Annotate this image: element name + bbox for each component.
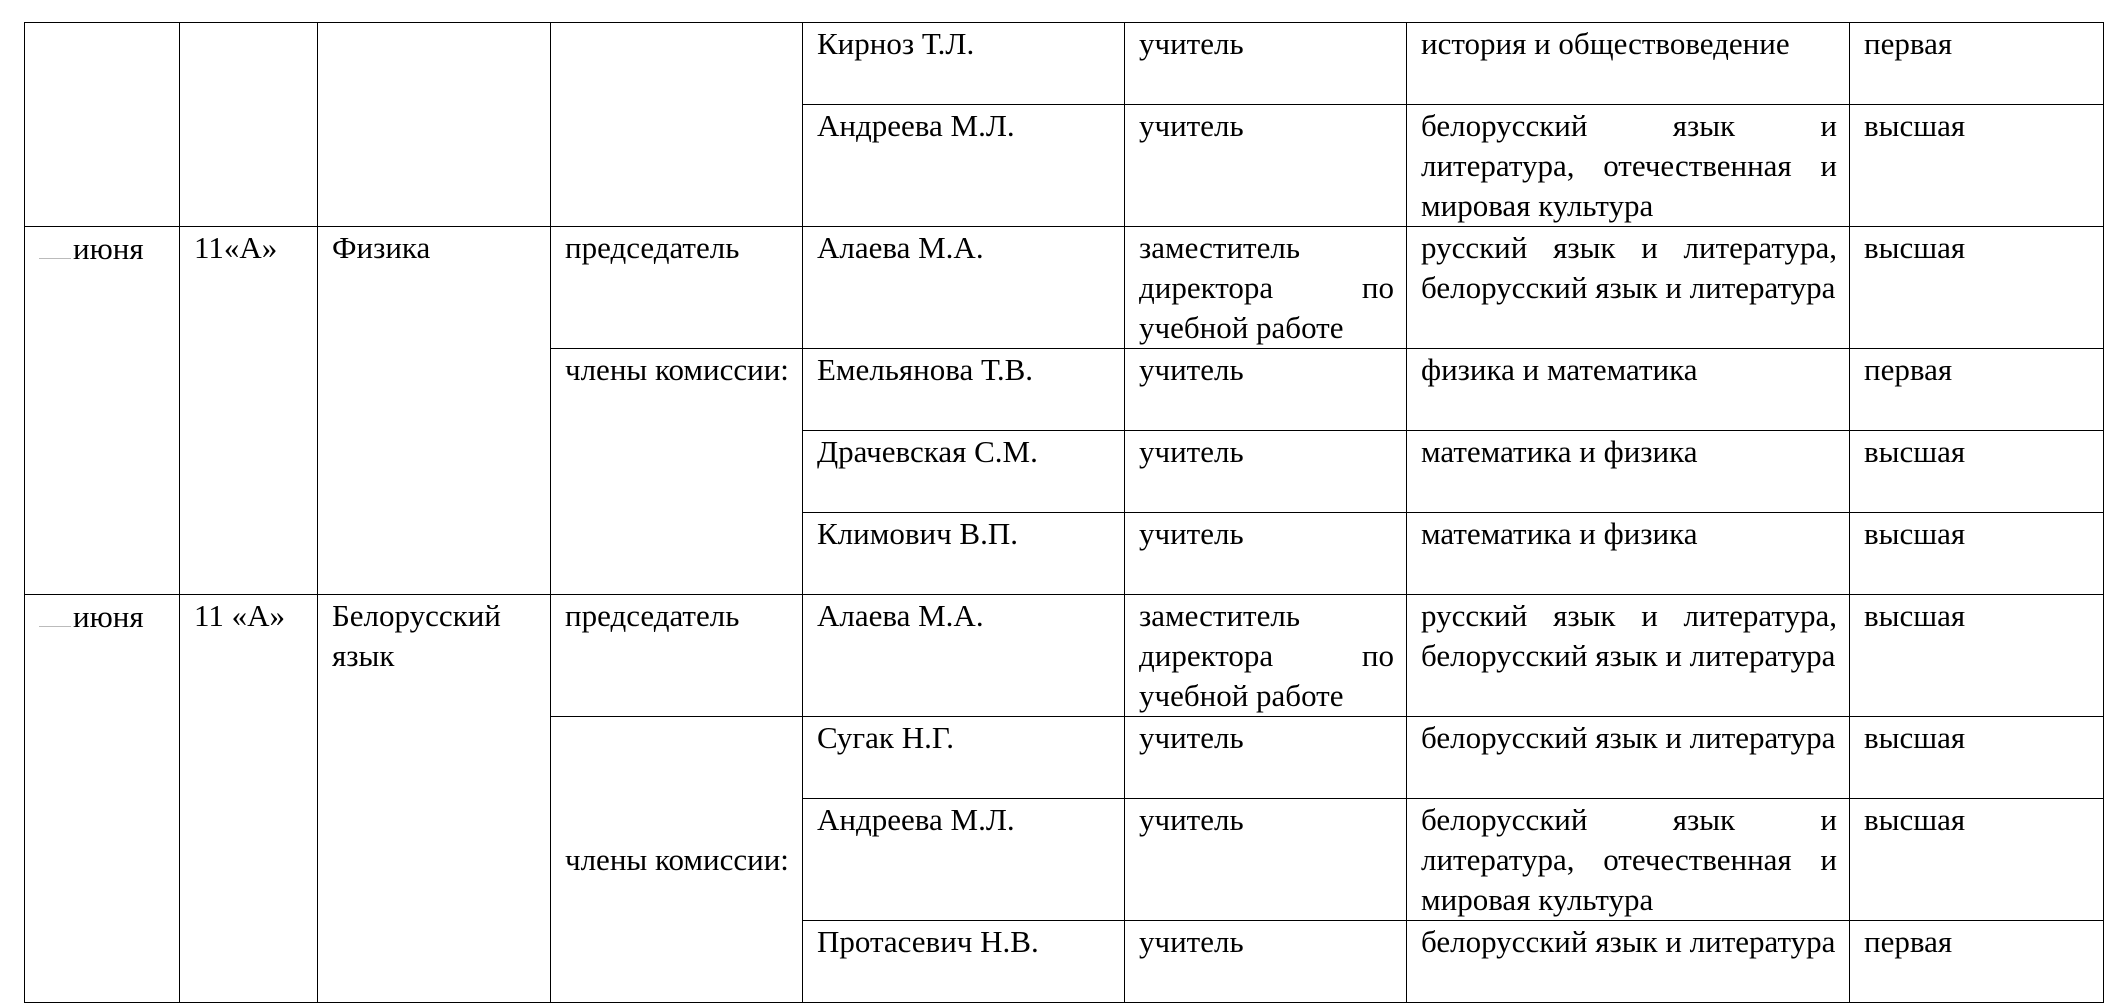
member-name: Андреева М.Л. bbox=[803, 105, 1125, 227]
member-category: высшая bbox=[1850, 227, 2104, 349]
member-subject: математика и физика bbox=[1407, 431, 1850, 513]
member-subject: белорусский язык и литература, отечественная и мировая культура bbox=[1407, 799, 1850, 921]
member-position: учитель bbox=[1125, 921, 1407, 1003]
class-cell: 11«А» bbox=[180, 227, 318, 595]
member-subject: русский язык и литература, белорусский язык и литература bbox=[1407, 595, 1850, 717]
date-month: июня bbox=[73, 231, 144, 266]
role-cell: члены комиссии: bbox=[551, 717, 803, 1003]
member-position: учитель bbox=[1125, 513, 1407, 595]
member-category: высшая bbox=[1850, 799, 2104, 921]
member-position: учитель bbox=[1125, 349, 1407, 431]
member-category: первая bbox=[1850, 23, 2104, 105]
member-category: высшая bbox=[1850, 595, 2104, 717]
member-subject: физика и математика bbox=[1407, 349, 1850, 431]
member-name: Кирноз Т.Л. bbox=[803, 23, 1125, 105]
table-row bbox=[25, 23, 2104, 105]
member-position: учитель bbox=[1125, 23, 1407, 105]
member-position: учитель bbox=[1125, 717, 1407, 799]
member-category: высшая bbox=[1850, 717, 2104, 799]
member-subject: белорусский язык и литература, отечественная и мировая культура bbox=[1407, 105, 1850, 227]
member-name: Алаева М.А. bbox=[803, 227, 1125, 349]
member-subject: математика и физика bbox=[1407, 513, 1850, 595]
member-position: заместитель директора по учебной работе bbox=[1125, 227, 1407, 349]
role-cell bbox=[551, 23, 803, 227]
member-name: Алаева М.А. bbox=[803, 595, 1125, 717]
role-cell: председатель bbox=[551, 595, 803, 717]
member-name: Андреева М.Л. bbox=[803, 799, 1125, 921]
member-subject: история и обществоведение bbox=[1407, 23, 1850, 105]
table-row bbox=[25, 595, 2104, 717]
member-subject: белорусский язык и литература bbox=[1407, 921, 1850, 1003]
member-position: учитель bbox=[1125, 105, 1407, 227]
class-cell: 11 «А» bbox=[180, 595, 318, 1003]
member-name: Драчевская С.М. bbox=[803, 431, 1125, 513]
table-row bbox=[25, 227, 2104, 349]
member-position: учитель bbox=[1125, 431, 1407, 513]
member-name: Климович В.П. bbox=[803, 513, 1125, 595]
role-cell: члены комиссии: bbox=[551, 349, 803, 595]
member-category: высшая bbox=[1850, 513, 2104, 595]
member-name: Сугак Н.Г. bbox=[803, 717, 1125, 799]
exam-subject-cell bbox=[318, 23, 551, 227]
member-position: учитель bbox=[1125, 799, 1407, 921]
member-subject: белорусский язык и литература bbox=[1407, 717, 1850, 799]
date-cell bbox=[25, 595, 180, 1003]
role-cell: председатель bbox=[551, 227, 803, 349]
exam-commission-table bbox=[24, 22, 2104, 1003]
date-cell bbox=[25, 227, 180, 595]
exam-subject-cell: Физика bbox=[318, 227, 551, 595]
date-blank bbox=[39, 228, 71, 259]
member-name: Емельянова Т.В. bbox=[803, 349, 1125, 431]
member-category: высшая bbox=[1850, 431, 2104, 513]
date-cell bbox=[25, 23, 180, 227]
member-subject: русский язык и литература, белорусский язык и литература bbox=[1407, 227, 1850, 349]
member-category: первая bbox=[1850, 921, 2104, 1003]
member-position: заместитель директора по учебной работе bbox=[1125, 595, 1407, 717]
date-blank bbox=[39, 596, 71, 627]
member-name: Протасевич Н.В. bbox=[803, 921, 1125, 1003]
member-category: первая bbox=[1850, 349, 2104, 431]
member-category: высшая bbox=[1850, 105, 2104, 227]
document-page bbox=[24, 22, 2104, 1003]
date-month: июня bbox=[73, 599, 144, 634]
exam-subject-cell: Белорусский язык bbox=[318, 595, 551, 1003]
class-cell bbox=[180, 23, 318, 227]
